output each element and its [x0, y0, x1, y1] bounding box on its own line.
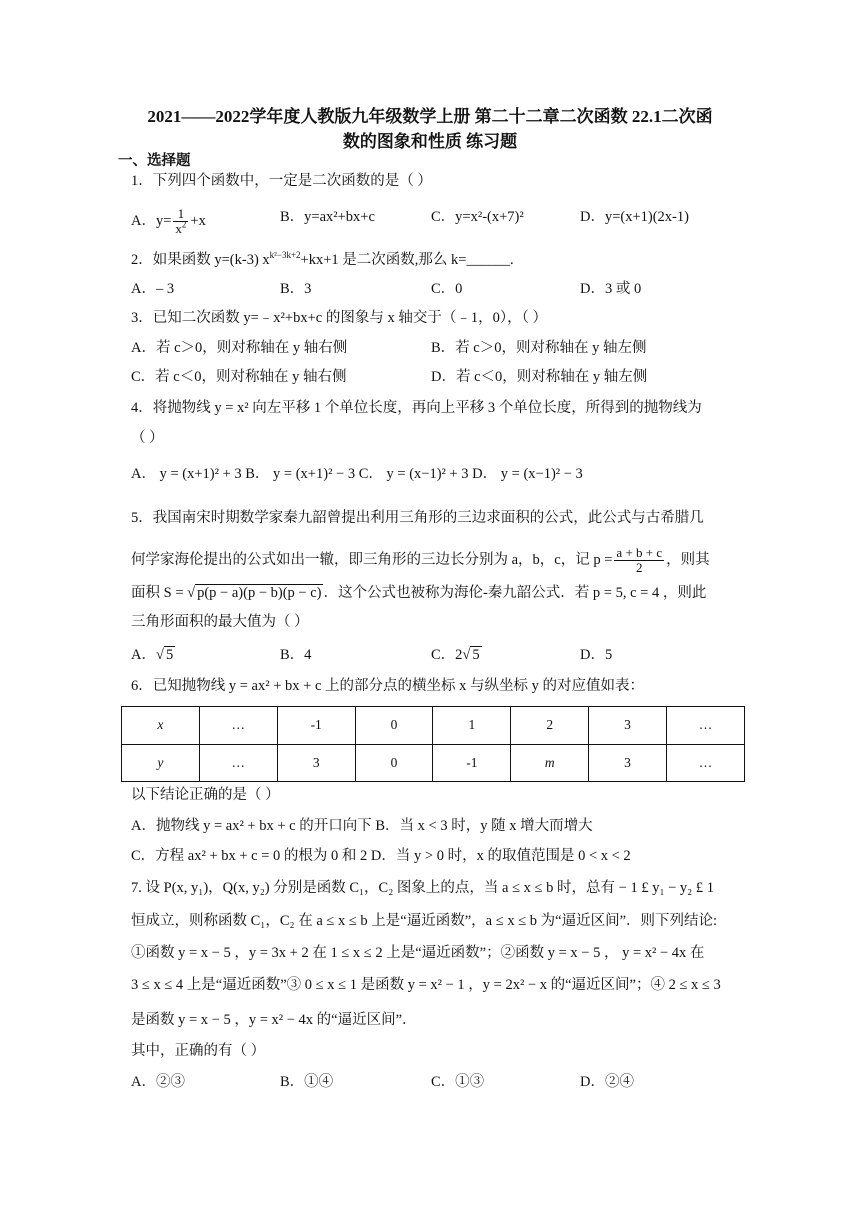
- table-cell: 2: [511, 707, 589, 745]
- q6-stem: 6．已知抛物线 y = ax² + bx + c 上的部分点的横坐标 x 与纵坐标 y 的对应值如表：: [131, 678, 644, 694]
- table-cell: 3: [589, 744, 667, 782]
- q7-option-c: C．①③: [431, 1074, 485, 1090]
- q5-option-c: C．2√ 5: [431, 647, 480, 663]
- table-cell-label: x: [157, 717, 164, 733]
- q3-option-a: A．若 c＞0，则对称轴在 y 轴右侧: [131, 340, 348, 356]
- title-line-1: 2021——2022学年度人教版九年级数学上册 第二十二章二次函数 22.1二次函: [147, 107, 713, 126]
- table-cell: 3: [277, 744, 355, 782]
- q5-line-3b: ．这个公式也被称为海伦-秦九韶公式．若 p = 5, c = 4 ，则此: [323, 585, 707, 601]
- section-heading: 一、选择题: [118, 153, 191, 169]
- table-cell: 3: [589, 707, 667, 745]
- table-cell: -1: [277, 707, 355, 745]
- q1-stem: 1．下列四个函数中，一定是二次函数的是（ ）: [131, 173, 432, 189]
- q5-line-2b: ，则其: [666, 551, 710, 568]
- q6-options-cd: C．方程 ax² + bx + c = 0 的根为 0 和 2 D．当 y > 0 时，x 的取值范围是 0 < x < 2: [131, 848, 631, 864]
- q5-line-4: 三角形面积的最大值为（ ）: [131, 614, 309, 630]
- q5-c-radicand: 5: [472, 647, 480, 663]
- q5-line-3a: 面积 S =: [131, 585, 184, 601]
- q1-a-fraction: [173, 207, 188, 236]
- q5-p-numerator: a + b + c: [616, 545, 663, 560]
- q1-option-b: B．y=ax²+bx+c: [280, 209, 375, 225]
- q7-line-6: 其中，正确的有（ ）: [131, 1043, 266, 1059]
- q4-stem-2: （ ）: [131, 430, 164, 446]
- q3-stem: 3．已知二次函数 y=﹣x²+bx+c 的图象与 x 轴交于（﹣1，0），（ ）: [131, 310, 547, 326]
- table-cell: [122, 707, 200, 745]
- q5-option-a: A．√ 5: [131, 647, 174, 663]
- q7-line-1: 7. 设 P(x, y₁)，Q(x, y₂) 分别是函数 C₁，C₂ 图象上的点，当 a ≤ x ≤ b 时，总有 − 1 £ y₁ − y₂ £ 1: [131, 880, 714, 896]
- table-cell: …: [199, 744, 277, 782]
- table-cell: 1: [433, 707, 511, 745]
- q7-line-5: 是函数 y = x − 5 ，y = x² − 4x 的“逼近区间”．: [131, 1012, 417, 1028]
- q1-a-denominator: x: [175, 221, 182, 236]
- q3-option-c: C．若 c＜0，则对称轴在 y 轴右侧: [131, 369, 347, 385]
- q2-option-a: A．– 3: [131, 281, 175, 297]
- q5-c-prefix: C．2: [431, 647, 463, 663]
- q5-line-2: [131, 546, 710, 575]
- q4-stem: 4．将抛物线 y = x² 向左平移 1 个单位长度，再向上平移 3 个单位长度，所得到的抛物线为: [131, 400, 702, 416]
- q2-option-c: C．0: [431, 281, 463, 297]
- q7-line-3: ①函数 y = x − 5 ，y = 3x + 2 在 1 ≤ x ≤ 2 上是“逼近函数”；②函数 y = x − 5 ， y = x² − 4x 在: [131, 945, 705, 961]
- q3-option-b: B．若 c＞0，则对称轴在 y 轴左侧: [431, 340, 647, 356]
- q1-a-prefix: A．y=: [131, 212, 172, 229]
- table-cell-m: m: [544, 754, 555, 770]
- q5-a-prefix: A．: [131, 647, 156, 663]
- table-cell: [122, 744, 200, 782]
- q7-option-a: A．②③: [131, 1074, 185, 1090]
- q6-value-table: [121, 706, 745, 782]
- q5-p-denominator: 2: [636, 560, 643, 575]
- q2-option-b: B．3: [280, 281, 312, 297]
- table-cell: -1: [433, 744, 511, 782]
- q7-line-4: 3 ≤ x ≤ 4 上是“逼近函数”③ 0 ≤ x ≤ 1 是函数 y = x² − 1 ，y = 2x² − x 的“逼近区间”；④ 2 ≤ x ≤ 3: [131, 977, 721, 993]
- table-cell: 0: [355, 707, 433, 745]
- table-cell: 0: [355, 744, 433, 782]
- q1-a-suffix: +x: [190, 212, 206, 229]
- q1-option-a: [131, 207, 206, 236]
- worksheet-title: [110, 104, 750, 154]
- q5-radicand: p(p − a)(p − b)(p − c): [197, 585, 322, 601]
- q6-options-ab: A．抛物线 y = ax² + bx + c 的开口向下 B．当 x < 3 时，y 随 x 增大而增大: [131, 818, 593, 834]
- table-cell: …: [199, 707, 277, 745]
- table-cell: [511, 744, 589, 782]
- q1-a-den-exp: 2: [181, 219, 187, 230]
- q5-option-b: B．4: [280, 647, 312, 663]
- q5-line-3: 面积 S = √ p(p − a)(p − b)(p − c) ．这个公式也被称为海伦-秦九韶公式．若 p = 5, c = 4 ，则此: [131, 585, 707, 601]
- table-row-y: [122, 744, 745, 782]
- q6-after: 以下结论正确的是（ ）: [131, 787, 280, 803]
- q5-p-fraction: [614, 546, 664, 575]
- table-cell: …: [666, 744, 744, 782]
- q1-a-numerator: 1: [173, 207, 188, 222]
- table-cell-label: y: [157, 754, 164, 770]
- q5-line-2a: 何学家海伦提出的公式如出一辙，即三角形的三边长分别为 a，b，c，记 p =: [131, 551, 613, 568]
- q1-option-c: C．y=x²-(x+7)²: [431, 209, 524, 225]
- q2-exponent: k²−3k+2: [269, 250, 301, 261]
- q1-option-d: D．y=(x+1)(2x-1): [580, 209, 689, 225]
- q7-option-d: D．②④: [580, 1074, 634, 1090]
- q5-option-d: D．5: [580, 647, 613, 663]
- q3-option-d: D．若 c＜0，则对称轴在 y 轴左侧: [431, 369, 648, 385]
- q2-stem-a: 2．如果函数 y=(k-3) x: [131, 252, 270, 268]
- q7-option-b: B．①④: [280, 1074, 334, 1090]
- q2-option-d: D．3 或 0: [580, 281, 642, 297]
- q2-stem: [131, 250, 514, 270]
- q5-line-1: 5．我国南宋时期数学家秦九韶曾提出利用三角形的三边求面积的公式，此公式与古希腊几: [131, 510, 704, 526]
- q7-line-2: 恒成立，则称函数 C₁，C₂ 在 a ≤ x ≤ b 上是“逼近函数”，a ≤ x ≤ b 为“逼近区间”．则下列结论:: [131, 913, 718, 929]
- q4-options: A． y = (x+1)² + 3 B． y = (x+1)² − 3 C． y = (x−1)² + 3 D． y = (x−1)² − 3: [131, 466, 583, 482]
- title-line-2: 数的图象和性质 练习题: [342, 132, 518, 151]
- table-cell: …: [666, 707, 744, 745]
- q5-a-radicand: 5: [165, 647, 174, 663]
- q2-stem-b: +kx+1 是二次函数,那么 k=______.: [300, 252, 514, 268]
- table-row-x: [122, 707, 745, 745]
